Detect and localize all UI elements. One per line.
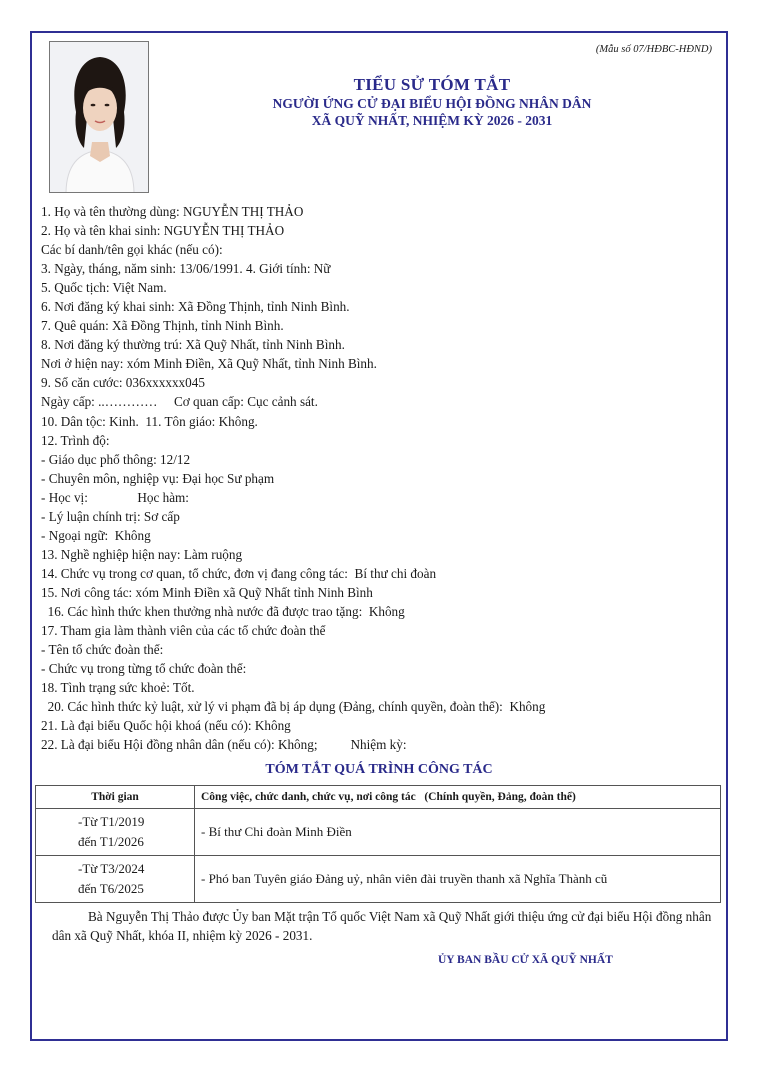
table-row (36, 856, 721, 903)
time-to: đến T1/2026 (78, 834, 144, 849)
signature-authority: ỦY BAN BẦU CỬ XÃ QUỸ NHẤT (438, 954, 613, 966)
info-line: 20. Các hình thức kỷ luật, xử lý vi phạm đã bị áp dụng (Đảng, chính quyền, đoàn thể): Không (41, 699, 546, 715)
info-line: 6. Nơi đăng ký khai sinh: Xã Đồng Thịnh, tỉnh Ninh Bình. (41, 299, 350, 315)
column-header-time: Thời gian (36, 786, 195, 809)
document-subtitle: NGƯỜI ỨNG CỬ ĐẠI BIỂU HỘI ĐỒNG NHÂN DÂN (272, 96, 592, 111)
info-line: 14. Chức vụ trong cơ quan, tổ chức, đơn vị đang công tác: Bí thư chi đoàn (41, 565, 437, 581)
table-row (36, 809, 721, 856)
portrait-image (50, 42, 149, 193)
info-line: - Lý luận chính trị: Sơ cấp (41, 508, 180, 524)
info-line: Ngày cấp: ..………… Cơ quan cấp: Cục cảnh sát. (41, 394, 318, 410)
info-line: 7. Quê quán: Xã Đồng Thịnh, tỉnh Ninh Bình. (41, 318, 284, 334)
candidate-photo (49, 41, 149, 193)
info-line: - Chuyên môn, nghiệp vụ: Đại học Sư phạm (41, 470, 275, 486)
info-line: - Chức vụ trong từng tổ chức đoàn thể: (41, 661, 247, 677)
info-line: 8. Nơi đăng ký thường trú: Xã Quỹ Nhất, tỉnh Ninh Bình. (41, 337, 345, 353)
time-cell (36, 856, 195, 903)
info-line: - Tên tổ chức đoàn thể: (41, 642, 164, 658)
info-line: 21. Là đại biểu Quốc hội khoá (nếu có): Không (41, 718, 291, 734)
info-line: 2. Họ và tên khai sinh: NGUYỄN THỊ THẢO (41, 223, 285, 239)
column-header-description: Công việc, chức danh, chức vụ, nơi công tác (Chính quyền, Đảng, đoàn thể) (195, 786, 721, 809)
info-line: 15. Nơi công tác: xóm Minh Điền xã Quỹ Nhất tỉnh Ninh Bình (41, 584, 373, 600)
info-line: 16. Các hình thức khen thưởng nhà nước đã được trao tặng: Không (41, 603, 405, 619)
info-line: 17. Tham gia làm thành viên của các tổ chức đoàn thể (41, 623, 326, 639)
work-history-title: TÓM TẮT QUÁ TRÌNH CÔNG TÁC (265, 762, 493, 777)
info-line: 3. Ngày, tháng, năm sinh: 13/06/1991. 4. Giới tính: Nữ (41, 261, 331, 277)
info-line: 1. Họ và tên thường dùng: NGUYỄN THỊ THẢO (41, 204, 304, 219)
info-line: 5. Quốc tịch: Việt Nam. (41, 280, 167, 296)
info-line: 9. Số căn cước: 036xxxxxx045 (41, 375, 205, 391)
table-header-row (36, 786, 721, 809)
info-line: Các bí danh/tên gọi khác (nếu có): (41, 242, 223, 258)
description-cell: - Phó ban Tuyên giáo Đảng uỷ, nhân viên đài truyền thanh xã Nghĩa Thành cũ (195, 856, 721, 903)
info-line: 12. Trình độ: (41, 432, 110, 448)
info-line: - Học vị: Học hàm: (41, 489, 189, 505)
document-title: TIỂU SỬ TÓM TẮT (353, 75, 511, 94)
info-line: 22. Là đại biểu Hội đồng nhân dân (nếu có): Không; Nhiệm kỳ: (41, 737, 407, 753)
document-frame (30, 31, 728, 1041)
info-line: - Giáo dục phổ thông: 12/12 (41, 451, 191, 467)
time-from: -Từ T1/2019 (78, 814, 145, 829)
time-cell (36, 809, 195, 856)
document-subtitle-term: XÃ QUỸ NHẤT, NHIỆM KỲ 2026 - 2031 (311, 113, 553, 128)
time-to: đến T6/2025 (78, 881, 144, 896)
description-cell: - Bí thư Chi đoàn Minh Điền (195, 809, 721, 856)
info-line: 18. Tình trạng sức khoẻ: Tốt. (41, 680, 195, 696)
work-history-table (35, 785, 721, 903)
info-line: 13. Nghề nghiệp hiện nay: Làm ruộng (41, 546, 243, 562)
info-line: Nơi ở hiện nay: xóm Minh Điền, Xã Quỹ Nhất, tỉnh Ninh Bình. (41, 356, 377, 372)
info-line: 10. Dân tộc: Kinh. 11. Tôn giáo: Không. (41, 413, 258, 429)
info-line: - Ngoại ngữ: Không (41, 527, 151, 543)
candidate-info (41, 202, 721, 754)
time-from: -Từ T3/2024 (78, 861, 145, 876)
closing-paragraph: Bà Nguyễn Thị Thảo được Ủy ban Mặt trận Tổ quốc Việt Nam xã Quỹ Nhất giới thiệu ứng cử đại biểu Hội đồng nhân dân xã Quỹ Nhất, khóa II, nhiệm kỳ 2026 - 2031. (52, 909, 712, 943)
form-number: (Mẫu số 07/HĐBC-HĐND) (595, 44, 712, 55)
